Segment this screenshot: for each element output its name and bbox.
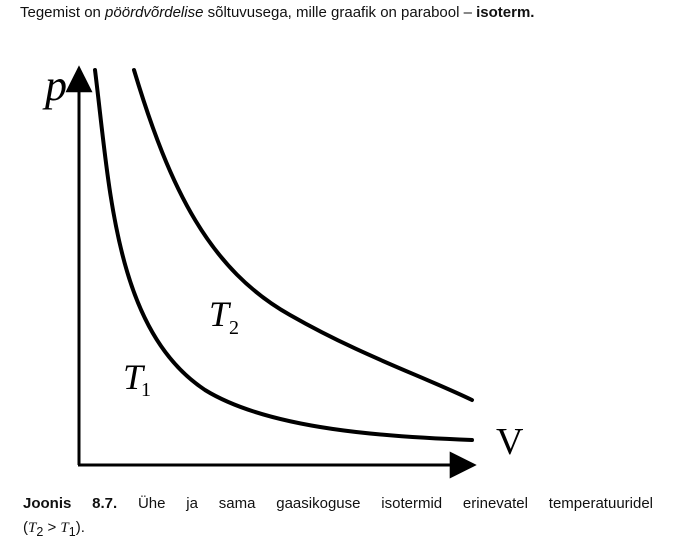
intro-strong: isoterm. <box>476 4 535 21</box>
caption-t2: T <box>28 520 37 536</box>
caption-t2-sub: 2 <box>36 525 44 539</box>
caption-line-1 <box>23 492 653 516</box>
caption-text: Ühe ja sama gaasikoguse isotermid erinevatel temperatuuridel <box>117 495 653 512</box>
caption-paren-close: ). <box>75 519 85 536</box>
caption-label: Joonis 8.7. <box>23 495 118 512</box>
caption-paren-open: ( <box>23 519 28 536</box>
intro-emphasis: pöördvõrdelise <box>105 4 204 21</box>
caption-t1: T <box>60 520 69 536</box>
intro-text-2: sõltuvusega, mille graafik on parabool – <box>203 4 477 21</box>
curve-label-t1-sub: 1 <box>141 379 151 401</box>
intro-text-1: Tegemist on <box>20 4 106 21</box>
x-axis-label: V <box>496 421 524 463</box>
curve-label-t2-sub: 2 <box>229 317 239 339</box>
curve-label-t2 <box>209 294 239 339</box>
isotherm-curve-t2 <box>134 70 472 400</box>
caption-gt: > <box>43 519 61 536</box>
caption-t1-sub: 1 <box>68 525 76 539</box>
y-axis-label: p <box>45 61 67 110</box>
curve-label-t1 <box>123 357 151 401</box>
figure-caption <box>23 492 653 544</box>
caption-relation <box>23 519 85 539</box>
curve-label-t2-main: T <box>209 294 230 334</box>
curve-label-t1-main: T <box>123 357 144 397</box>
